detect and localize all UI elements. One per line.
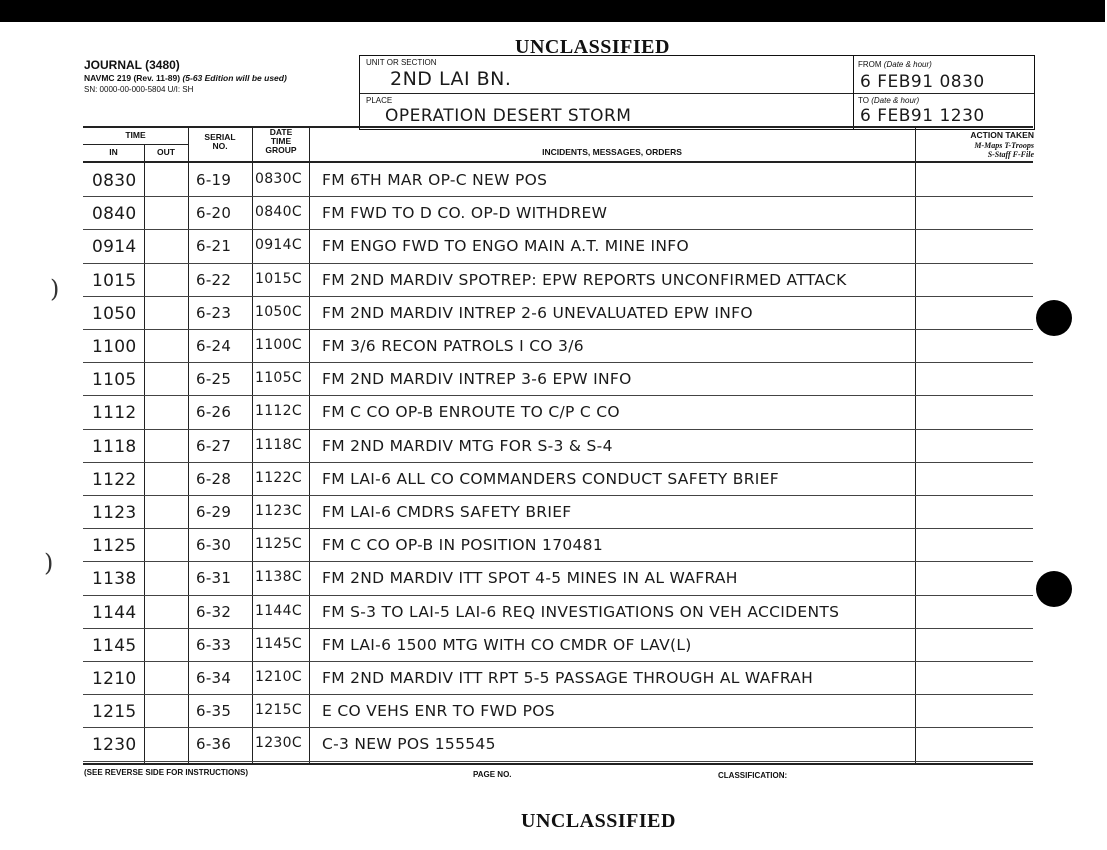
row-rule: [83, 528, 1033, 529]
entry-time-in: 1118: [92, 436, 137, 457]
entry-dtg: 1105C: [255, 370, 302, 387]
form-edition-note: (5-63 Edition will be used): [182, 73, 287, 83]
entry-serial: 6-25: [196, 370, 232, 389]
entry-message: FM 2ND MARDIV MTG FOR S-3 & S-4: [322, 436, 613, 455]
col-time: TIME: [125, 130, 146, 140]
row-rule: [83, 263, 1033, 264]
entry-serial: 6-22: [196, 270, 232, 289]
entry-time-in: 1112: [92, 403, 137, 424]
entry-message: FM 2ND MARDIV INTREP 2-6 UNEVALUATED EPW INFO: [322, 303, 753, 322]
entry-time-in: 1105: [92, 370, 137, 391]
entry-serial: 6-19: [196, 171, 232, 189]
scan-mark-left-bottom: ): [44, 549, 54, 577]
unit-label: UNIT OR SECTION: [366, 58, 437, 67]
entry-message: FM 6TH MAR OP-C NEW POS: [322, 171, 548, 189]
row-rule: [83, 694, 1033, 695]
entry-dtg: 1215C: [255, 702, 302, 719]
classification-bottom: UNCLASSIFIED: [521, 810, 676, 832]
from-label: [858, 60, 932, 69]
place-label: PLACE: [366, 96, 393, 105]
entry-serial: 6-21: [196, 237, 232, 256]
row-rule: [83, 761, 1033, 762]
col-serial: SERIAL NO.: [204, 132, 236, 151]
punch-hole-bottom: [1036, 571, 1072, 607]
entry-dtg: 1123C: [255, 503, 302, 519]
entry-message: FM LAI-6 ALL CO COMMANDERS CONDUCT SAFETY BRIEF: [322, 469, 779, 488]
entry-time-in: 0840: [92, 204, 137, 225]
entry-serial: 6-36: [196, 735, 232, 754]
row-rule: [83, 229, 1033, 230]
col-messages: INCIDENTS, MESSAGES, ORDERS: [542, 147, 682, 157]
entry-message: FM S-3 TO LAI-5 LAI-6 REQ INVESTIGATIONS ON VEH ACCIDENTS: [322, 602, 840, 621]
form-sn: SN: 0000-00-000-5804 U/I: SH: [84, 85, 194, 94]
form-title: JOURNAL (3480): [84, 58, 180, 72]
entry-serial: 6-26: [196, 403, 232, 422]
entry-serial: 6-20: [196, 204, 232, 223]
col-divider-time-serial: [188, 127, 189, 764]
place-value: OPERATION DESERT STORM: [385, 106, 632, 126]
entry-time-in: 1138: [92, 569, 137, 590]
row-rule: [83, 495, 1033, 496]
entry-message: E CO VEHS ENR TO FWD POS: [322, 702, 555, 721]
entry-message: C-3 NEW POS 155545: [322, 735, 496, 754]
entry-serial: 6-24: [196, 337, 232, 355]
col-divider-dtg-msg: [309, 127, 310, 764]
entry-dtg: 1118C: [255, 436, 302, 453]
entry-time-in: 1050: [92, 303, 137, 324]
table-head-rule: [83, 161, 1033, 163]
col-in: IN: [109, 147, 118, 157]
footer-classification: CLASSIFICATION:: [718, 771, 788, 780]
row-rule: [83, 561, 1033, 562]
entry-time-in: 1210: [92, 669, 137, 689]
to-label-note: (Date & hour): [871, 96, 920, 105]
to-value: 6 FEB91 1230: [860, 106, 985, 126]
footer-instructions: (SEE REVERSE SIDE FOR INSTRUCTIONS): [84, 768, 249, 777]
entry-dtg: 0830C: [255, 171, 302, 187]
entry-dtg: 1122C: [255, 469, 302, 486]
entry-message: FM 2ND MARDIV ITT SPOT 4-5 MINES IN AL WAFRAH: [322, 569, 738, 588]
entry-message: FM 3/6 RECON PATROLS I CO 3/6: [322, 337, 584, 355]
entry-message: FM LAI-6 CMDRS SAFETY BRIEF: [322, 503, 572, 521]
col-action-title: ACTION TAKEN: [970, 130, 1034, 140]
entry-serial: 6-34: [196, 669, 232, 687]
row-rule: [83, 395, 1033, 396]
col-action-legend-2: S-Staff F-File: [987, 150, 1034, 159]
unit-value: 2ND LAI BN.: [390, 68, 512, 90]
entry-dtg: 1050C: [255, 303, 302, 320]
row-rule: [83, 329, 1033, 330]
entry-time-in: 1122: [92, 469, 137, 490]
entry-dtg: 0840C: [255, 204, 302, 221]
form-number-line: [84, 73, 287, 83]
scan-top-border: [0, 0, 1107, 22]
col-divider-in-out: [144, 144, 145, 764]
entry-serial: 6-30: [196, 536, 232, 555]
entry-serial: 6-33: [196, 635, 232, 654]
entry-dtg: 1112C: [255, 403, 302, 420]
entry-serial: 6-35: [196, 702, 232, 721]
row-rule: [83, 628, 1033, 629]
entry-time-in: 1145: [92, 635, 137, 656]
from-label-note: (Date & hour): [883, 60, 932, 69]
from-to-divider: [854, 93, 1034, 94]
entry-message: FM ENGO FWD TO ENGO MAIN A.T. MINE INFO: [322, 237, 690, 256]
entry-message: FM FWD TO D CO. OP-D WITHDREW: [322, 204, 608, 223]
punch-hole-top: [1036, 300, 1072, 336]
row-rule: [83, 429, 1033, 430]
entry-serial: 6-28: [196, 469, 232, 488]
entry-time-in: 1123: [92, 503, 137, 523]
entry-dtg: 1210C: [255, 669, 302, 685]
classification-top: UNCLASSIFIED: [515, 36, 670, 58]
entry-dtg: 1125C: [255, 536, 302, 553]
scan-right-edge: [1098, 0, 1107, 850]
time-subhead-rule: [83, 144, 188, 145]
table-top-rule: [83, 126, 1033, 128]
scan-mark-left-top: ): [50, 275, 60, 303]
entry-dtg: 1015C: [255, 270, 302, 287]
entry-dtg: 1230C: [255, 735, 302, 752]
entry-message: FM LAI-6 1500 MTG WITH CO CMDR OF LAV(L): [322, 635, 692, 654]
row-rule: [83, 595, 1033, 596]
entry-message: FM C CO OP-B ENROUTE TO C/P C CO: [322, 403, 620, 422]
col-divider-msg-action: [915, 127, 916, 764]
entry-time-in: 1100: [92, 337, 137, 357]
to-label: [858, 96, 919, 105]
entry-serial: 6-31: [196, 569, 232, 588]
row-rule: [83, 727, 1033, 728]
unit-place-divider: [360, 93, 853, 94]
row-rule: [83, 462, 1033, 463]
entry-serial: 6-27: [196, 436, 232, 455]
from-value: 6 FEB91 0830: [860, 72, 985, 92]
entry-dtg: 1138C: [255, 569, 302, 586]
col-dtg: DATE TIME GROUP: [265, 127, 297, 155]
row-rule: [83, 296, 1033, 297]
table-bottom-rule: [83, 763, 1033, 765]
footer-page-no: PAGE NO.: [473, 770, 512, 779]
entry-message: FM C CO OP-B IN POSITION 170481: [322, 536, 604, 555]
col-divider-serial-dtg: [252, 127, 253, 764]
entry-dtg: 1145C: [255, 635, 302, 652]
to-label-text: TO: [858, 96, 869, 105]
col-action-legend-1: M-Maps T-Troops: [974, 141, 1034, 150]
entry-message: FM 2ND MARDIV SPOTREP: EPW REPORTS UNCONFIRMED ATTACK: [322, 270, 847, 289]
entry-serial: 6-23: [196, 303, 232, 322]
entry-dtg: 0914C: [255, 237, 302, 254]
entry-message: FM 2ND MARDIV INTREP 3-6 EPW INFO: [322, 370, 632, 389]
form-number: NAVMC 219 (Rev. 11-89): [84, 73, 181, 83]
entry-time-in: 1144: [92, 602, 137, 623]
entry-message: FM 2ND MARDIV ITT RPT 5-5 PASSAGE THROUGH AL WAFRAH: [322, 669, 814, 687]
row-rule: [83, 362, 1033, 363]
row-rule: [83, 196, 1033, 197]
entry-time-in: 1215: [92, 702, 137, 723]
entry-time-in: 1230: [92, 735, 137, 756]
from-label-text: FROM: [858, 60, 882, 69]
row-rule: [83, 661, 1033, 662]
entry-time-in: 1015: [92, 270, 137, 291]
entry-serial: 6-32: [196, 602, 232, 621]
entry-time-in: 0914: [92, 237, 137, 258]
entry-dtg: 1100C: [255, 337, 302, 353]
col-out: OUT: [157, 147, 175, 157]
entry-serial: 6-29: [196, 503, 232, 521]
entry-time-in: 0830: [92, 171, 137, 191]
entry-dtg: 1144C: [255, 602, 302, 619]
entry-time-in: 1125: [92, 536, 137, 557]
